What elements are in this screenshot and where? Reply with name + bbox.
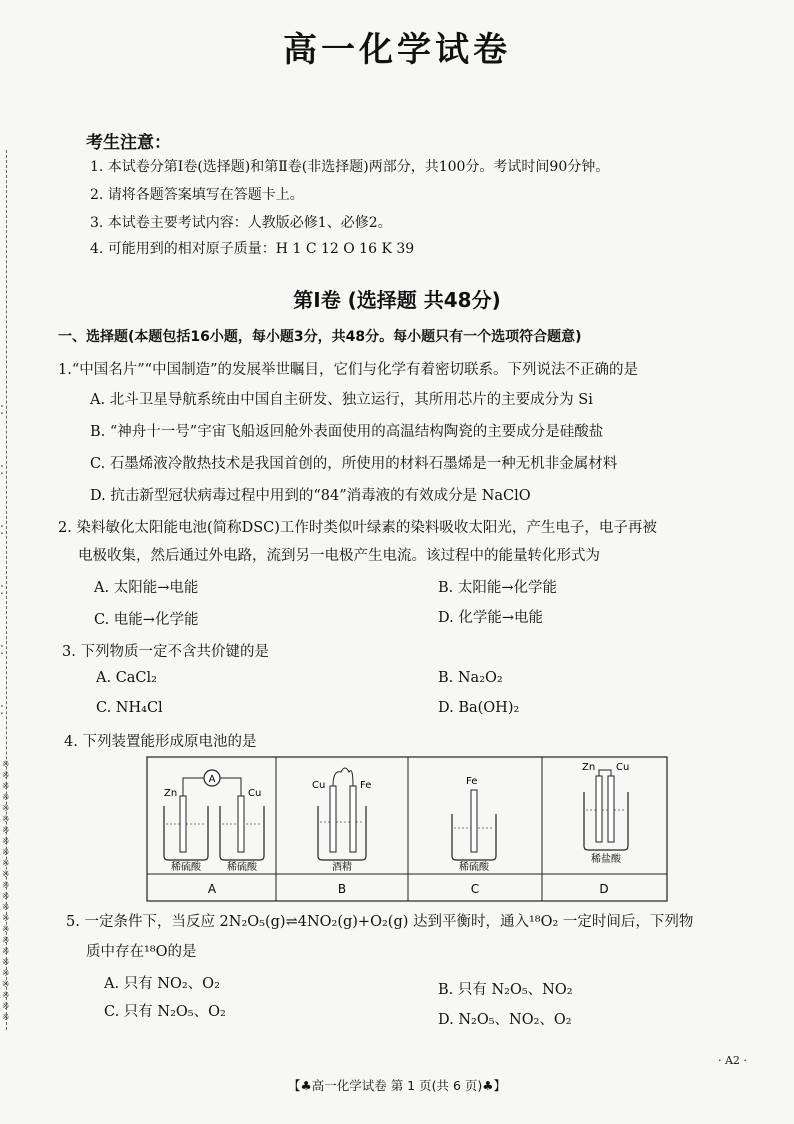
panel-a-right-solution: 稀硫酸 [227, 862, 257, 873]
question-2-stem-line-2: 电极收集，然后通过外电路，流到另一电极产生电流。该过程中的能量转化形式为 [78, 548, 600, 564]
page-footer: 【♣高一化学试卷 第 1 页(共 6 页)♣】 [288, 1078, 506, 1093]
notice-item-4: 4. 可能用到的相对原子质量：H 1 C 12 O 16 K 39 [90, 241, 415, 257]
question-4-stem: 4. 下列装置能形成原电池的是 [64, 734, 257, 750]
question-5-stem-line-2: 质中存在¹⁸O的是 [86, 944, 197, 960]
panel-b-wire [333, 768, 353, 786]
notice-heading: 考生注意： [86, 133, 171, 153]
question-5-option-c: C. 只有 N₂O₅、O₂ [104, 1004, 226, 1020]
panel-a-left-electrode-label: Zn [164, 788, 178, 799]
panel-d-left-electrode-label: Zn [582, 762, 596, 773]
panel-label-d: D [599, 882, 609, 896]
panel-b-fe-electrode [350, 786, 356, 852]
question-5-option-b: B. 只有 N₂O₅、NO₂ [438, 982, 573, 998]
panel-b-solution: 酒精 [332, 862, 352, 873]
panel-a-cu-electrode [238, 796, 244, 852]
section-title: 第Ⅰ卷 (选择题 共48分) [293, 288, 501, 312]
figure-frame [147, 757, 667, 901]
panel-d-cu-electrode [608, 776, 614, 842]
paper-code: · A2 · [718, 1054, 747, 1067]
panel-d-apparatus [584, 770, 628, 850]
galvanic-cell-figure [146, 756, 668, 902]
panel-c-electrode-label: Fe [466, 776, 478, 787]
panel-a-right-electrode-label: Cu [248, 788, 262, 799]
question-2-option-a: A. 太阳能→电能 [94, 580, 199, 596]
question-5-stem-line-1: 5. 一定条件下，当反应 2N₂O₅(g)⇌4NO₂(g)+O₂(g) 达到平衡时，通入¹⁸O₂ 一定时间后，下列物 [66, 914, 694, 930]
question-2-option-d: D. 化学能→电能 [438, 610, 543, 626]
question-3-stem: 3. 下列物质一定不含共价键的是 [62, 644, 269, 660]
galvanic-cell-diagram [146, 756, 668, 902]
binding-margin-marks: ⁚ ⁚ ⁚ ⁚ ⁚ ⁚ [0, 403, 4, 717]
question-1-option-a: A. 北斗卫星导航系统由中国自主研发、独立运行，其所用芯片的主要成分为 Si [90, 392, 593, 408]
panel-a-left-solution: 稀硫酸 [171, 862, 201, 873]
page-title: 高一化学试卷 [283, 30, 511, 70]
question-5-option-d: D. N₂O₅、NO₂、O₂ [438, 1012, 572, 1028]
panel-a-meter-label: A [208, 774, 216, 785]
question-2-option-c: C. 电能→化学能 [94, 612, 199, 628]
panel-label-c: C [470, 882, 480, 896]
panel-c-solution: 稀硫酸 [459, 862, 489, 873]
question-3-option-c: C. NH₄Cl [96, 700, 163, 716]
panel-b-left-electrode-label: Cu [312, 780, 326, 791]
question-1-option-c: C. 石墨烯液冷散热技术是我国首创的，所使用的材料石墨烯是一种无机非金属材料 [90, 456, 618, 472]
question-1-option-d: D. 抗击新型冠状病毒过程中用到的“84”消毒液的有效成分是 NaClO [90, 488, 531, 504]
notice-item-2: 2. 请将各题答案填写在答题卡上。 [90, 187, 304, 203]
panel-b-beaker [318, 806, 366, 860]
notice-item-1: 1. 本试卷分第Ⅰ卷(选择题)和第Ⅱ卷(非选择题)两部分，共100分。考试时间90分钟。 [90, 159, 610, 175]
panel-b-right-electrode-label: Fe [360, 780, 372, 791]
question-3-option-b: B. Na₂O₂ [438, 670, 503, 686]
panel-d-beaker [584, 792, 628, 850]
question-2-option-b: B. 太阳能→化学能 [438, 580, 558, 596]
panel-label-b: B [337, 882, 347, 896]
panel-c-apparatus [452, 790, 496, 860]
question-5-option-a: A. 只有 NO₂、O₂ [104, 976, 220, 992]
panel-d-zn-electrode [596, 776, 602, 842]
panel-b-cu-electrode [330, 786, 336, 852]
part-heading: 一、选择题(本题包括16小题，每小题3分，共48分。每小题只有一个选项符合题意) [58, 329, 582, 345]
question-3-option-d: D. Ba(OH)₂ [438, 700, 520, 716]
panel-d-right-electrode-label: Cu [616, 762, 630, 773]
question-1-stem: 1.“中国名片”“中国制造”的发展举世瞩目，它们与化学有着密切联系。下列说法不正确的是 [58, 362, 638, 378]
panel-d-solution: 稀盐酸 [591, 854, 621, 865]
panel-c-fe-electrode [471, 790, 477, 852]
question-3-option-a: A. CaCl₂ [96, 670, 157, 686]
panel-label-a: A [207, 882, 217, 896]
question-1-option-b: B. “神舟十一号”宇宙飞船返回舱外表面使用的高温结构陶瓷的主要成分是硅酸盐 [90, 424, 604, 440]
notice-item-3: 3. 本试卷主要考试内容：人教版必修1、必修2。 [90, 215, 392, 231]
binding-margin-stars: ※※※※※※※※※※※※※※※※※※※※※※※※ [2, 760, 10, 1023]
question-2-stem-line-1: 2. 染料敏化太阳能电池(简称DSC)工作时类似叶绿素的染料吸收太阳光，产生电子，电子再被 [58, 520, 657, 536]
panel-a-zn-electrode [180, 796, 186, 852]
